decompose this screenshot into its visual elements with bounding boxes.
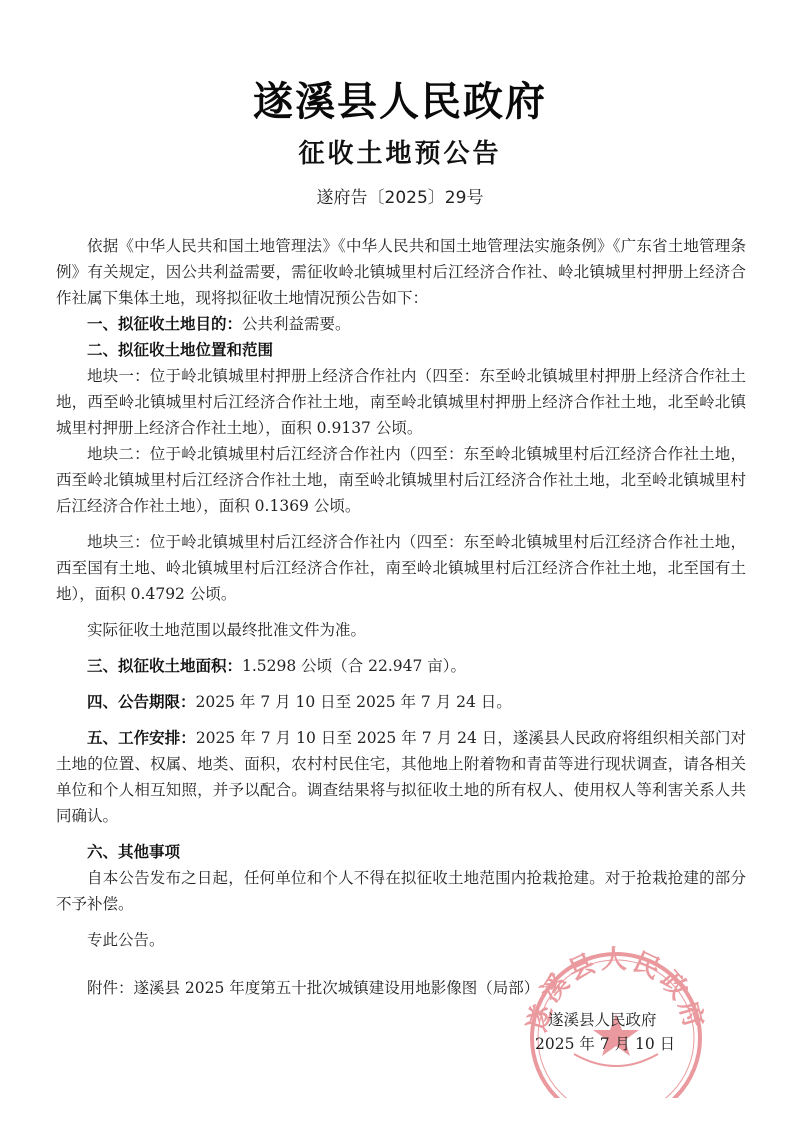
section-1: [56, 311, 746, 337]
intro-paragraph: 依据《中华人民共和国土地管理法》《中华人民共和国土地管理法实施条例》《广东省土地管理条例》有关规定，因公共利益需要，需征收岭北镇城里村后江经济合作社、岭北镇城里村押册上经济合作社属下集体土地，现将拟征收土地情况预公告如下：: [56, 237, 746, 307]
section-3-heading: 三、拟征收土地面积：: [87, 656, 243, 675]
section-5-text: 2025 年 7 月 10 日至 2025 年 7 月 24 日，遂溪县人民政府将组织相关部门对土地的位置、权属、地类、面积，农村村民住宅，其他地上附着物和青苗等进行现状调查，请各相关单位和个人相互知照，并予以配合。调查结果将与拟征收土地的所有权人、使用权人等利害关系人共同确认。: [56, 729, 746, 825]
section-2-heading: 二、拟征收土地位置和范围: [87, 340, 274, 359]
section-4-heading: 四、公告期限：: [87, 692, 196, 711]
section-4-text: 2025 年 7 月 10 日至 2025 年 7 月 24 日。: [195, 693, 512, 711]
plot-1-paragraph: 地块一：位于岭北镇城里村押册上经济合作社内（四至：东至岭北镇城里村押册上经济合作社土地，西至岭北镇城里村后江经济合作社土地，南至岭北镇城里村押册上经济合作社土地，北至岭北镇城里村押册上经济合作社土地），面积 0.9137 公顷。: [56, 367, 746, 437]
section-6: [56, 839, 746, 865]
section-1-text: 公共利益需要。: [242, 315, 351, 333]
plot-2-paragraph: 地块二：位于岭北镇城里村后江经济合作社内（四至：东至岭北镇城里村后江经济合作社土地，西至岭北镇城里村后江经济合作社土地，南至岭北镇城里村后江经济合作社土地，北至岭北镇城里村后江经济合作社土地），面积 0.1369 公顷。: [56, 445, 746, 515]
section-3-text: 1.5298 公顷（合 22.947 亩）。: [242, 657, 467, 675]
scope-note: 实际征收土地范围以最终批准文件为准。: [87, 621, 367, 639]
signature-organization: 遂溪县人民政府: [548, 1011, 657, 1029]
section-1-heading: 一、拟征收土地目的：: [87, 314, 243, 333]
issuer-heading: 遂溪县人民政府: [253, 78, 547, 125]
section-2: [56, 337, 746, 363]
signature-date: 2025 年 7 月 10 日: [535, 1035, 676, 1053]
plot-3-paragraph: 地块三：位于岭北镇城里村后江经济合作社内（四至：东至岭北镇城里村后江经济合作社土地，西至国有土地、岭北镇城里村后江经济合作社，南至岭北镇城里村后江经济合作社土地，北至国有土地），面积 0.4792 公顷。: [56, 533, 746, 603]
document-body: [56, 233, 746, 1001]
section-5-heading: 五、工作安排：: [87, 728, 196, 747]
document-number: 遂府告〔2025〕29号: [316, 188, 484, 208]
section-6-heading: 六、其他事项: [87, 842, 181, 861]
attachment-line: 附件：遂溪县 2025 年度第五十批次城镇建设用地影像图（局部）: [87, 979, 540, 997]
section-3: [56, 653, 746, 679]
section-5: [56, 725, 746, 829]
section-4: [56, 689, 746, 715]
document-title: 征收土地预公告: [298, 139, 502, 169]
closing-line: 专此公告。: [87, 931, 165, 949]
seal-lettering: 遂溪县人民政府: [522, 945, 710, 1035]
section-6-text: 自本公告发布之日起，任何单位和个人不得在拟征收土地范围内抢栽抢建。对于抢栽抢建的部分不予补偿。: [56, 869, 746, 913]
